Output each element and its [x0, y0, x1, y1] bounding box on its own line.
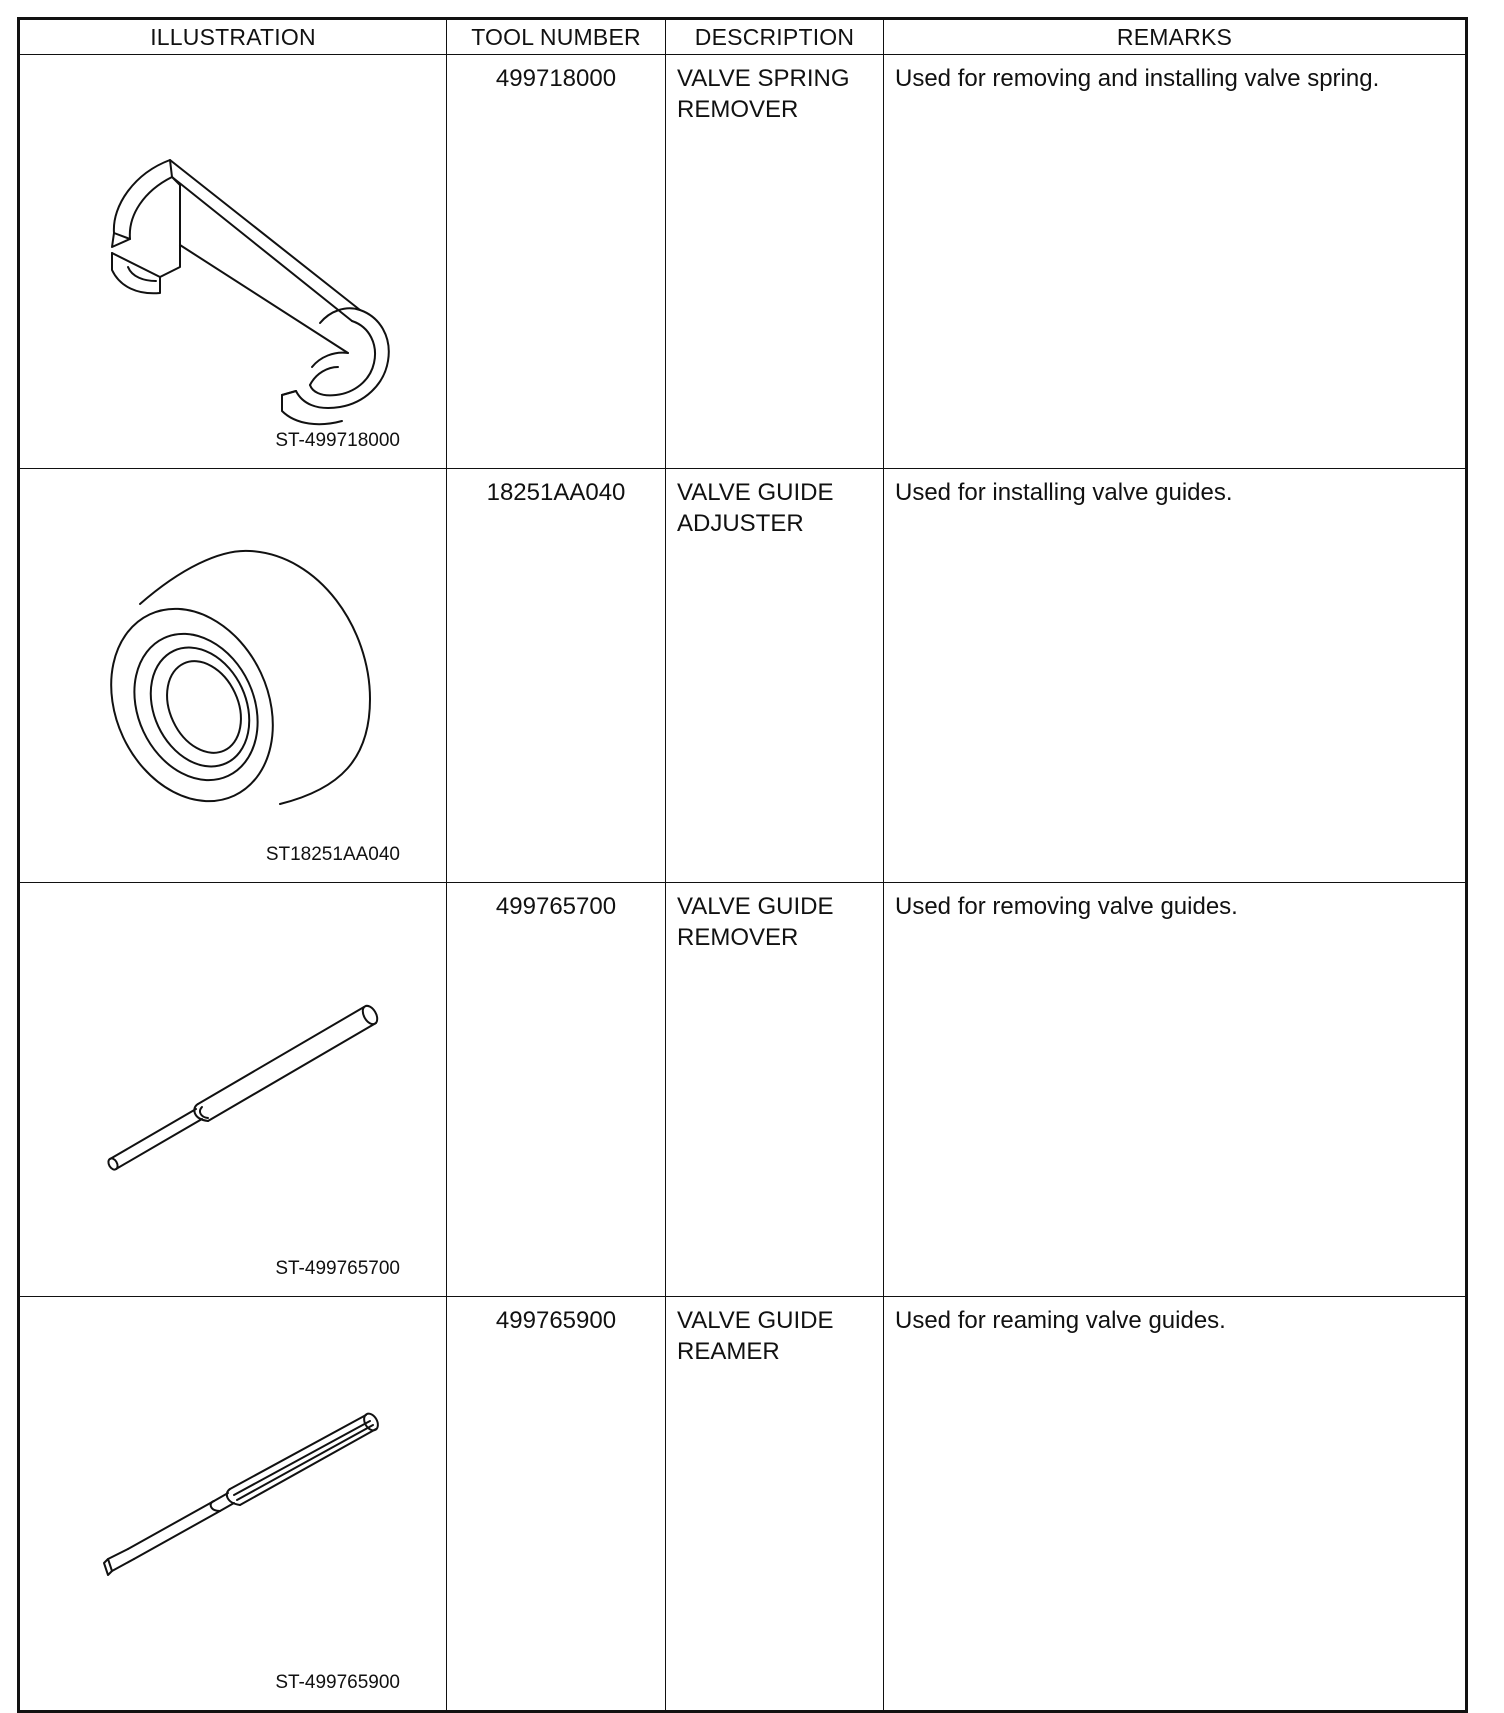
description-cell [666, 1297, 884, 1712]
special-tools-table [17, 17, 1468, 1713]
tool-number: 499765900 [495, 1307, 617, 1334]
remarks-cell [884, 1297, 1467, 1712]
remarks-text: Used for removing and installing valve spring. [895, 65, 1380, 92]
table-header-row [19, 19, 1467, 55]
tool-number: 18251AA040 [486, 479, 626, 506]
valve-guide-adjuster-icon [20, 469, 448, 874]
header-description: DESCRIPTION [666, 19, 884, 55]
remarks-cell [884, 469, 1467, 883]
valve-guide-remover-icon [20, 883, 448, 1288]
description-cell [666, 55, 884, 469]
table-row [19, 1297, 1467, 1712]
description-line-1: VALVE GUIDE [677, 893, 834, 920]
tool-number-cell [447, 55, 666, 469]
table-row [19, 883, 1467, 1297]
description-line-2: REAMER [677, 1338, 780, 1365]
illustration-cell [19, 1297, 447, 1712]
header-tool-number: TOOL NUMBER [447, 19, 666, 55]
illustration-cell [19, 883, 447, 1297]
illustration-code: ST-499718000 [275, 430, 400, 451]
remarks-text: Used for removing valve guides. [895, 893, 1238, 920]
remarks-cell [884, 883, 1467, 1297]
illustration-code: ST-499765700 [275, 1258, 400, 1279]
tool-number-cell [447, 469, 666, 883]
description-line-1: VALVE GUIDE [677, 479, 834, 506]
illustration-cell [19, 469, 447, 883]
header-remarks: REMARKS [884, 19, 1467, 55]
tool-number: 499718000 [495, 65, 617, 92]
description-line-2: ADJUSTER [677, 510, 804, 537]
tool-number-cell [447, 883, 666, 1297]
remarks-text: Used for reaming valve guides. [895, 1307, 1226, 1334]
remarks-text: Used for installing valve guides. [895, 479, 1233, 506]
illustration-code: ST-499765900 [275, 1672, 400, 1693]
description-cell [666, 469, 884, 883]
tool-number: 499765700 [495, 893, 617, 920]
illustration-code: ST18251AA040 [265, 844, 400, 865]
header-illustration: ILLUSTRATION [19, 19, 447, 55]
valve-spring-remover-icon [20, 55, 448, 460]
description-line-1: VALVE GUIDE [677, 1307, 834, 1334]
description-line-2: REMOVER [677, 96, 799, 123]
description-line-1: VALVE SPRING [677, 65, 850, 92]
valve-guide-reamer-icon [20, 1297, 448, 1702]
description-cell [666, 883, 884, 1297]
description-line-2: REMOVER [677, 924, 799, 951]
tool-number-cell [447, 1297, 666, 1712]
table-row [19, 55, 1467, 469]
table-row [19, 469, 1467, 883]
remarks-cell [884, 55, 1467, 469]
illustration-cell [19, 55, 447, 469]
